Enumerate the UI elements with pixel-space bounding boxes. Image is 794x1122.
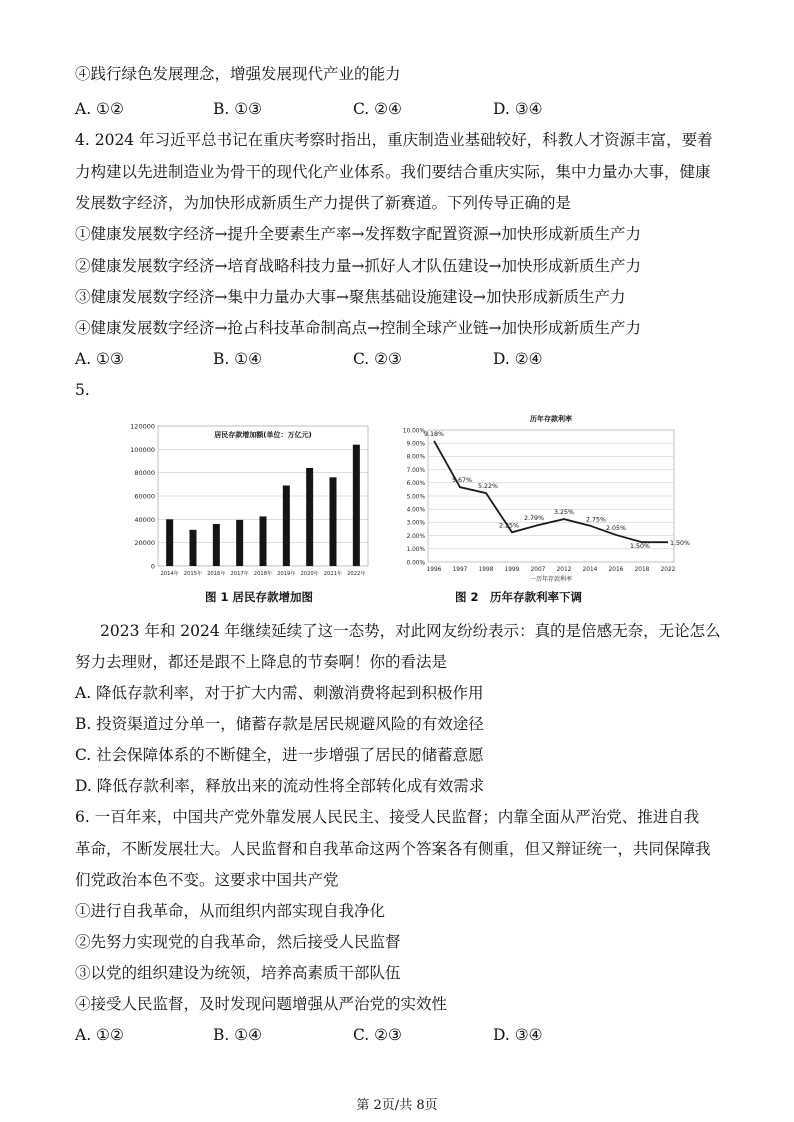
data-label: 5.67% bbox=[451, 477, 473, 485]
data-label: 1.50% bbox=[629, 543, 651, 551]
x-tick-label: 1999 bbox=[504, 567, 520, 573]
q4-option-d[interactable]: D. ②④ bbox=[493, 350, 543, 368]
legend-label: 一历年存款利率 bbox=[529, 576, 573, 583]
q6-item-3: ③以党的组织建设为统领，培养高素质干部队伍 bbox=[75, 964, 401, 982]
y-tick-label: 3.00% bbox=[406, 520, 425, 527]
x-tick-label: 2020年 bbox=[300, 571, 319, 577]
q4-option-a[interactable]: A. ①③ bbox=[75, 350, 124, 368]
y-tick-label: 9.00% bbox=[406, 441, 425, 448]
q5-stem-line-1: 2023 年和 2024 年继续延续了这一态势，对此网友纷纷表示：真的是倍感无奈，无论怎么 bbox=[100, 622, 721, 640]
q4-item-4: ④健康发展数字经济→抢占科技革命制高点→控制全球产业链→加快形成新质生产力 bbox=[75, 319, 641, 337]
q5-stem-line-2: 努力去理财，都还是跟不上降息的节奏啊！你的看法是 bbox=[75, 653, 448, 671]
q6-stem-line-3: 们党政治本色不变。这要求中国共产党 bbox=[75, 871, 339, 889]
q6-option-a[interactable]: A. ①② bbox=[75, 1026, 124, 1044]
q4-stem-line-1: 4. 2024 年习近平总书记在重庆考察时指出，重庆制造业基础较好，科教人才资源丰富，要着 bbox=[75, 131, 713, 149]
q3-option-d[interactable]: D. ③④ bbox=[493, 100, 543, 118]
x-tick-label: 2021年 bbox=[323, 571, 343, 577]
q6-stem-line-1: 6. 一百年来，中国共产党外靠发展人民民主、接受人民监督；内靠全面从严治党、推进自我 bbox=[75, 808, 700, 826]
y-tick-label: 10.00% bbox=[402, 428, 425, 435]
y-tick-label: 6.00% bbox=[406, 481, 425, 488]
q5-choice-d[interactable]: D. 降低存款利率，释放出来的流动性将全部转化成有效需求 bbox=[75, 777, 485, 795]
data-label: 5.22% bbox=[477, 483, 499, 491]
bar bbox=[236, 520, 243, 566]
bar bbox=[283, 486, 290, 567]
q3-option-b[interactable]: B. ①③ bbox=[213, 100, 263, 118]
q6-option-c[interactable]: C. ②③ bbox=[353, 1026, 402, 1044]
q6-item-4: ④接受人民监督，及时发现问题增强从严治党的实效性 bbox=[75, 995, 448, 1013]
figure-2-caption: 图 2 历年存款利率下调 bbox=[455, 590, 583, 604]
bar bbox=[166, 519, 173, 566]
q4-stem-line-2: 力构建以先进制造业为骨干的现代化产业体系。我们要结合重庆实际，集中力量办大事，健康 bbox=[75, 163, 711, 181]
x-tick-label: 1996 bbox=[426, 567, 442, 573]
x-tick-label: 2019年 bbox=[277, 571, 296, 577]
x-tick-label: 2017年 bbox=[230, 571, 249, 577]
data-label: 2.05% bbox=[605, 524, 627, 532]
y-tick-label: 0 bbox=[150, 562, 155, 571]
y-tick-label: 1.00% bbox=[406, 547, 425, 554]
x-tick-label: 2018年 bbox=[253, 571, 273, 577]
x-tick-label: 2007 bbox=[530, 567, 546, 573]
q3-option-c[interactable]: C. ②④ bbox=[353, 100, 402, 118]
page-footer: 第 2页/共 8页 bbox=[356, 1098, 438, 1113]
q4-stem-line-3: 发展数字经济，为加快形成新质生产力提供了新赛道。下列传导正确的是 bbox=[75, 194, 572, 212]
data-label: 3.25% bbox=[553, 509, 575, 517]
x-tick-label: 2016 bbox=[608, 567, 624, 573]
x-tick-label: 2016年 bbox=[207, 571, 226, 577]
q5-choice-a[interactable]: A. 降低存款利率，对于扩大内需、刺激消费将起到积极作用 bbox=[75, 684, 484, 702]
q5-choice-b[interactable]: B. 投资渠道过分单一，储蓄存款是居民规避风险的有效途径 bbox=[75, 715, 484, 733]
deposit-rate-line-chart bbox=[394, 410, 691, 585]
y-tick-label: 5.00% bbox=[406, 494, 425, 501]
series-line bbox=[434, 441, 668, 542]
chart-title: 历年存款利率 bbox=[530, 415, 572, 423]
chart-title: 居民存款增加额(单位：万亿元) bbox=[214, 431, 312, 439]
y-tick-label: 60000 bbox=[134, 492, 155, 501]
bar bbox=[330, 477, 337, 566]
y-tick-label: 20000 bbox=[134, 539, 155, 548]
x-tick-label: 2015年 bbox=[183, 571, 203, 577]
q4-item-1: ①健康发展数字经济→提升全要素生产率→发挥数字配置资源→加快形成新质生产力 bbox=[75, 225, 641, 243]
q3-item-4: ④践行绿色发展理念，增强发展现代产业的能力 bbox=[75, 65, 401, 83]
data-label: 2.79% bbox=[523, 515, 545, 523]
bar bbox=[306, 468, 313, 566]
q6-options bbox=[75, 1025, 715, 1045]
x-tick-label: 2022 bbox=[660, 567, 676, 573]
q4-options bbox=[75, 349, 715, 369]
bar bbox=[260, 516, 267, 566]
y-tick-label: 2.00% bbox=[406, 533, 425, 540]
x-tick-label: 2014年 bbox=[160, 571, 179, 577]
q3-options bbox=[75, 99, 715, 119]
figure-1-caption: 图 1 居民存款增加图 bbox=[205, 590, 314, 604]
x-tick-label: 2022年 bbox=[347, 571, 366, 577]
q6-item-1: ①进行自我革命，从而组织内部实现自我净化 bbox=[75, 902, 386, 920]
q3-option-a[interactable]: A. ①② bbox=[75, 100, 124, 118]
x-tick-label: 2018 bbox=[634, 567, 650, 573]
x-tick-label: 2012 bbox=[556, 567, 572, 573]
y-tick-label: 120000 bbox=[130, 422, 155, 431]
bar bbox=[190, 530, 197, 566]
q4-option-b[interactable]: B. ①④ bbox=[213, 350, 263, 368]
x-tick-label: 1997 bbox=[452, 567, 468, 573]
y-tick-label: 4.00% bbox=[406, 507, 425, 514]
q6-item-2: ②先努力实现党的自我革命，然后接受人民监督 bbox=[75, 933, 401, 951]
data-label: 9.18% bbox=[423, 430, 445, 438]
y-tick-label: 80000 bbox=[134, 469, 155, 478]
bar bbox=[213, 524, 220, 566]
q5-choice-c[interactable]: C. 社会保障体系的不断健全，进一步增强了居民的储蓄意愿 bbox=[75, 746, 484, 764]
data-label: 2.25% bbox=[498, 522, 520, 530]
q5-number: 5. bbox=[75, 381, 90, 399]
bar bbox=[353, 445, 360, 566]
data-label: 2.75% bbox=[585, 516, 607, 524]
q6-option-b[interactable]: B. ①④ bbox=[213, 1026, 263, 1044]
y-tick-label: 40000 bbox=[134, 515, 155, 524]
q4-option-c[interactable]: C. ②③ bbox=[353, 350, 402, 368]
q4-item-3: ③健康发展数字经济→集中力量办大事→聚焦基础设施建设→加快形成新质生产力 bbox=[75, 288, 626, 306]
deposit-increase-bar-chart bbox=[122, 418, 372, 580]
y-tick-label: 7.00% bbox=[406, 467, 425, 474]
q6-option-d[interactable]: D. ③④ bbox=[493, 1026, 543, 1044]
q6-stem-line-2: 革命，不断发展壮大。人民监督和自我革命这两个答案各有侧重，但又辩证统一，共同保障我 bbox=[75, 840, 711, 858]
data-label: 1.50% bbox=[669, 540, 691, 548]
y-tick-label: 0.00% bbox=[406, 560, 425, 567]
y-tick-label: 8.00% bbox=[406, 454, 425, 461]
q4-item-2: ②健康发展数字经济→培育战略科技力量→抓好人才队伍建设→加快形成新质生产力 bbox=[75, 257, 641, 275]
x-tick-label: 2014 bbox=[582, 567, 598, 573]
x-tick-label: 1998 bbox=[478, 567, 494, 573]
y-tick-label: 100000 bbox=[130, 445, 155, 454]
